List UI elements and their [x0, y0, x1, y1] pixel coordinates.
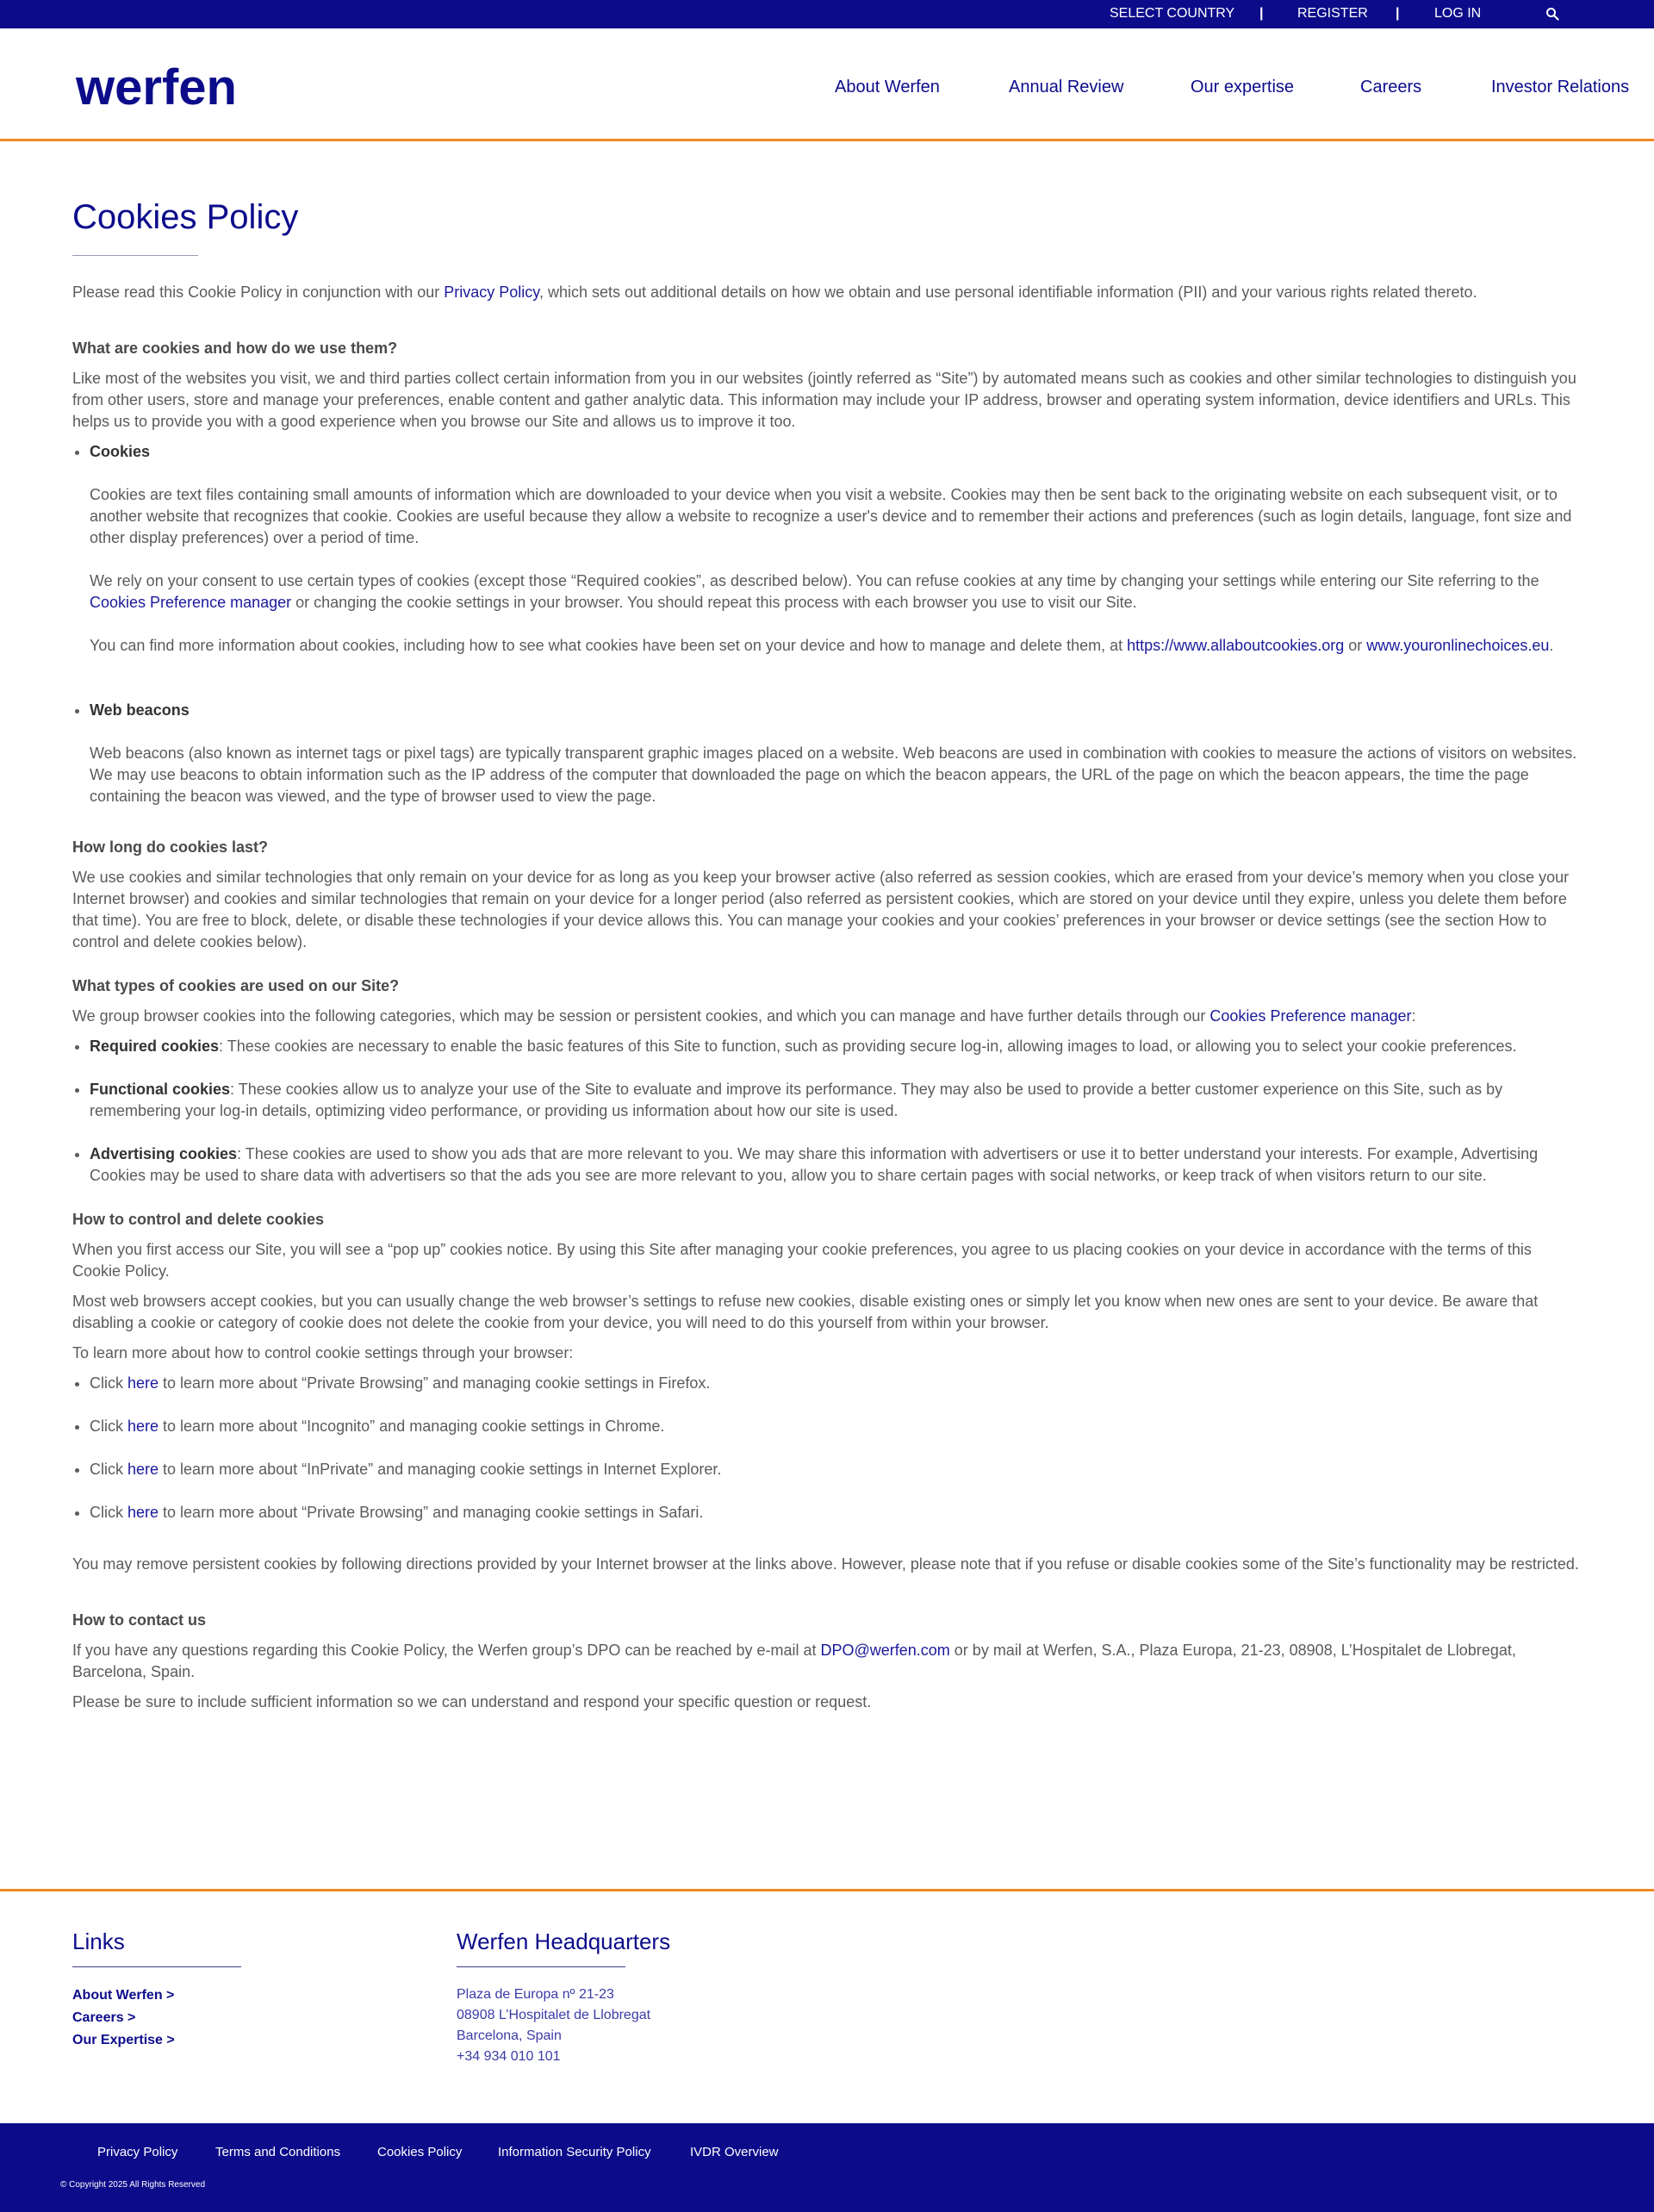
- web-beacons-description: [90, 743, 1580, 807]
- firefox-text: to learn more about “Private Browsing” and managing cookie settings in Firefox.: [159, 1374, 711, 1392]
- bottom-cookies-policy-link[interactable]: Cookies Policy: [377, 2145, 463, 2159]
- chrome-text: to learn more about “Incognito” and managing cookie settings in Chrome.: [159, 1418, 665, 1435]
- youronlinechoices-link[interactable]: www.youronlinechoices.eu: [1366, 637, 1550, 654]
- intro-paragraph: [72, 282, 1580, 303]
- main-content: [72, 196, 1580, 1722]
- section-text: When you first access our Site, you will see a “pop up” cookies notice. By using this Site after managing your cookie preferences, you agree to us placing cookies on your device in accordance with the terms of this Cookie Policy.: [72, 1241, 1532, 1280]
- more-info-or: or: [1344, 637, 1367, 654]
- section-heading: How long do cookies last?: [72, 838, 269, 856]
- list-item: [90, 441, 1580, 657]
- chrome-here-link[interactable]: here: [127, 1418, 159, 1435]
- bottom-terms-link[interactable]: Terms and Conditions: [215, 2145, 341, 2159]
- top-utility-bar: [0, 0, 1654, 28]
- contact-text-end: or by mail at Werfen, S.A., Plaza Europa, 21-23, 08908, L’Hospitalet de Llobregat, Barcelona, Spain.: [72, 1642, 1516, 1680]
- consent-text-end: or changing the cookie settings in your browser. You should repeat this process with each browser you use to visit our Site.: [291, 594, 1137, 611]
- section-heading: What are cookies and how do we use them?: [72, 340, 398, 357]
- list-item: [90, 1373, 1580, 1394]
- list-item: [90, 1416, 1580, 1437]
- nav-investor-relations[interactable]: Investor Relations: [1491, 78, 1630, 97]
- consent-text: We rely on your consent to use certain types of cookies (except those “Required cookies”, as described below). You can refuse cookies at any time by changing your settings while entering our Site referring to the: [90, 572, 1539, 589]
- topbar-separator: |: [1259, 6, 1264, 21]
- categories-text-end: :: [1411, 1007, 1416, 1025]
- footer-our-expertise-link[interactable]: Our Expertise >: [72, 2033, 175, 2047]
- advertising-cookies-text: : These cookies are used to show you ads that are more relevant to you. We may share this information with advertisers or use it to better understand your interests. For example, Advertising Cookies may be used to share data with advertisers so that the ads you see are more relevant to you, allow you to share certain pages with social networks, or keep track of when visitors return to our site.: [90, 1145, 1539, 1184]
- nav-about-werfen[interactable]: About Werfen: [835, 78, 940, 97]
- werfen-logo[interactable]: werfen: [76, 59, 237, 115]
- section-text: Please be sure to include sufficient information so we can understand and respond your specific question or request.: [72, 1693, 872, 1710]
- list-item: [90, 1143, 1580, 1187]
- ie-text: to learn more about “InPrivate” and managing cookie settings in Internet Explorer.: [159, 1461, 722, 1478]
- list-item: [90, 700, 1580, 807]
- hq-address-line: 08908 L’Hospitalet de Llobregat: [457, 2008, 651, 2022]
- search-icon[interactable]: [1545, 7, 1559, 21]
- title-divider: [72, 255, 198, 256]
- web-beacons-paragraph: Web beacons (also known as internet tags or pixel tags) are typically transparent graphic images placed on a website. Web beacons are used in combination with cookies to measure the actions of visitors on websites. We may use beacons to obtain information such as the IP address of the computer that downloaded the page on which the beacon appears, the URL of the page on which the beacon appears, the time the page containing the beacon was viewed, and the type of browser used to view the page.: [90, 745, 1577, 805]
- topbar-separator: |: [1396, 6, 1400, 21]
- web-beacons-label: Web beacons: [90, 701, 190, 719]
- required-cookies-label: Required cookies: [90, 1037, 220, 1055]
- section-text: You may remove persistent cookies by following directions provided by your Internet browser at the links above. However, please note that if you refuse or disable cookies some of the Site’s functionality may be restricted.: [72, 1555, 1579, 1573]
- bottom-info-security-link[interactable]: Information Security Policy: [498, 2145, 651, 2159]
- intro-text-end: , which sets out additional details on how we obtain and use personal identifiable information (PII) and your various rights related thereto.: [538, 284, 1477, 301]
- hq-phone[interactable]: +34 934 010 101: [457, 2049, 561, 2064]
- footer-careers-link[interactable]: Careers >: [72, 2010, 136, 2025]
- cookies-consent-paragraph: [90, 570, 1580, 614]
- footer-divider: [0, 1889, 1654, 1891]
- copyright-text: © Copyright 2025 All Rights Reserved: [60, 2180, 206, 2190]
- ie-here-link[interactable]: here: [127, 1461, 159, 1478]
- intro-text: Please read this Cookie Policy in conjunction with our: [72, 284, 445, 301]
- footer-links-title: Links: [72, 1928, 125, 1954]
- footer-links-column: [72, 1927, 241, 2052]
- section-text: We use cookies and similar technologies that only remain on your device for as long as you keep your browser active (also referred as session cookies, which are erased from your device’s memory when you close your Internet browser) and cookies and similar technologies that remain on your device for a longer period (also referred as persistent cookies, which are stored on your device until they expire, unless you delete them before that time). You are free to block, delete, or disable these technologies if your device allows this. You can manage your cookies and your cookies’ preferences in your browser or device settings (see the section How to control and delete cookies below).: [72, 869, 1570, 950]
- cookie-categories-list: [72, 1036, 1580, 1187]
- footer-bottom-bar: [0, 2123, 1654, 2212]
- register-link[interactable]: REGISTER: [1297, 6, 1368, 21]
- section-intro: [72, 1006, 1580, 1027]
- allaboutcookies-link[interactable]: https://www.allaboutcookies.org: [1127, 637, 1345, 654]
- bottom-ivdr-overview-link[interactable]: IVDR Overview: [690, 2145, 779, 2159]
- footer-hq-title: Werfen Headquarters: [457, 1928, 671, 1954]
- nav-careers[interactable]: Careers: [1360, 78, 1422, 97]
- categories-text: We group browser cookies into the following categories, which may be session or persistent cookies, and which you can manage and have further details through our: [72, 1007, 1210, 1025]
- section-text: To learn more about how to control cookie settings through your browser:: [72, 1344, 574, 1361]
- contact-paragraph: [72, 1640, 1580, 1683]
- required-cookies-text: : These cookies are necessary to enable the basic features of this Site to function, such as providing secure log-in, allowing images to load, or allowing you to select your cookie preferences.: [219, 1037, 1517, 1055]
- nav-our-expertise[interactable]: Our expertise: [1191, 78, 1295, 97]
- contact-text: If you have any questions regarding this Cookie Policy, the Werfen group’s DPO can be reached by e-mail at: [72, 1642, 821, 1659]
- cookies-description: [90, 484, 1580, 657]
- section-heading: What types of cookies are used on our Site?: [72, 977, 400, 994]
- login-link[interactable]: LOG IN: [1434, 6, 1482, 21]
- cookies-paragraph: Cookies are text files containing small amounts of information which are downloaded to your device when you visit a website. Cookies may then be sent back to the originating website on each subsequent visit, or to another website that recognizes that cookie. Cookies are useful because they allow a website to recognize a user's device and to remember their actions and preferences (such as login details, language, font size and other display preferences) over a period of time.: [90, 486, 1572, 546]
- bottom-privacy-policy-link[interactable]: Privacy Policy: [97, 2145, 178, 2159]
- hq-address-line: Plaza de Europa nº 21-23: [457, 1987, 614, 2002]
- cookie-concepts-list: [72, 441, 1580, 807]
- safari-here-link[interactable]: here: [127, 1504, 159, 1521]
- click-text: Click: [90, 1504, 127, 1521]
- cookies-label: Cookies: [90, 443, 151, 460]
- list-item: [90, 1502, 1580, 1523]
- safari-text: to learn more about “Private Browsing” and managing cookie settings in Safari.: [159, 1504, 704, 1521]
- browser-settings-list: [72, 1373, 1580, 1523]
- more-info-text: You can find more information about cookies, including how to see what cookies have been set on your device and how to manage and delete them, at: [90, 637, 1128, 654]
- site-header: [0, 28, 1654, 141]
- more-info-end: .: [1549, 637, 1554, 654]
- click-text: Click: [90, 1374, 127, 1392]
- click-text: Click: [90, 1418, 127, 1435]
- cookies-more-info-paragraph: [90, 635, 1580, 657]
- firefox-here-link[interactable]: here: [127, 1374, 159, 1392]
- functional-cookies-text: : These cookies allow us to analyze your use of the Site to evaluate and improve its performance. They may also be used to provide a better customer experience on this Site, such as by remembering your log-in details, optimizing video performance, or providing us information about how our site is used.: [90, 1081, 1503, 1119]
- footer-about-werfen-link[interactable]: About Werfen >: [72, 1988, 175, 2003]
- functional-cookies-label: Functional cookies: [90, 1081, 231, 1098]
- list-item: [90, 1459, 1580, 1480]
- click-text: Click: [90, 1461, 127, 1478]
- list-item: [90, 1036, 1580, 1057]
- cookies-preference-manager-link[interactable]: Cookies Preference manager: [1209, 1007, 1412, 1025]
- page-title: Cookies Policy: [72, 198, 299, 236]
- nav-annual-review[interactable]: Annual Review: [1009, 78, 1124, 97]
- advertising-cookies-label: Advertising cookies: [90, 1145, 238, 1162]
- section-text: Like most of the websites you visit, we and third parties collect certain information from you in our websites (jointly referred as “Site”) by automated means such as cookies and other similar technologies to distinguish you from other users, store and manage your preferences, enable content and gather analytic data. This information may include your IP address, browser and operating system information, device identifiers and URLs. This helps us to provide you with a good experience when you browse our Site and allows us to improve it too.: [72, 370, 1576, 430]
- list-item: [90, 1079, 1580, 1122]
- dpo-email-link[interactable]: DPO@werfen.com: [820, 1642, 950, 1659]
- footer-hq-column: [457, 1927, 671, 2067]
- cookies-preference-manager-link[interactable]: Cookies Preference manager: [90, 594, 292, 611]
- footer-hq-rule: [457, 1966, 625, 1967]
- hq-address-line: Barcelona, Spain: [457, 2028, 562, 2043]
- section-heading: How to contact us: [72, 1611, 207, 1629]
- privacy-policy-link[interactable]: Privacy Policy: [444, 284, 539, 301]
- section-heading: How to control and delete cookies: [72, 1211, 325, 1228]
- select-country-link[interactable]: SELECT COUNTRY: [1110, 6, 1235, 21]
- footer-links-rule: [72, 1966, 241, 1967]
- section-text: Most web browsers accept cookies, but you can usually change the web browser’s settings to refuse new cookies, disable existing ones or simply let you know when new ones are sent to your device. Be aware that disabling a cookie or category of cookie does not delete the cookie from your device, you will need to do this yourself from within your browser.: [72, 1293, 1539, 1331]
